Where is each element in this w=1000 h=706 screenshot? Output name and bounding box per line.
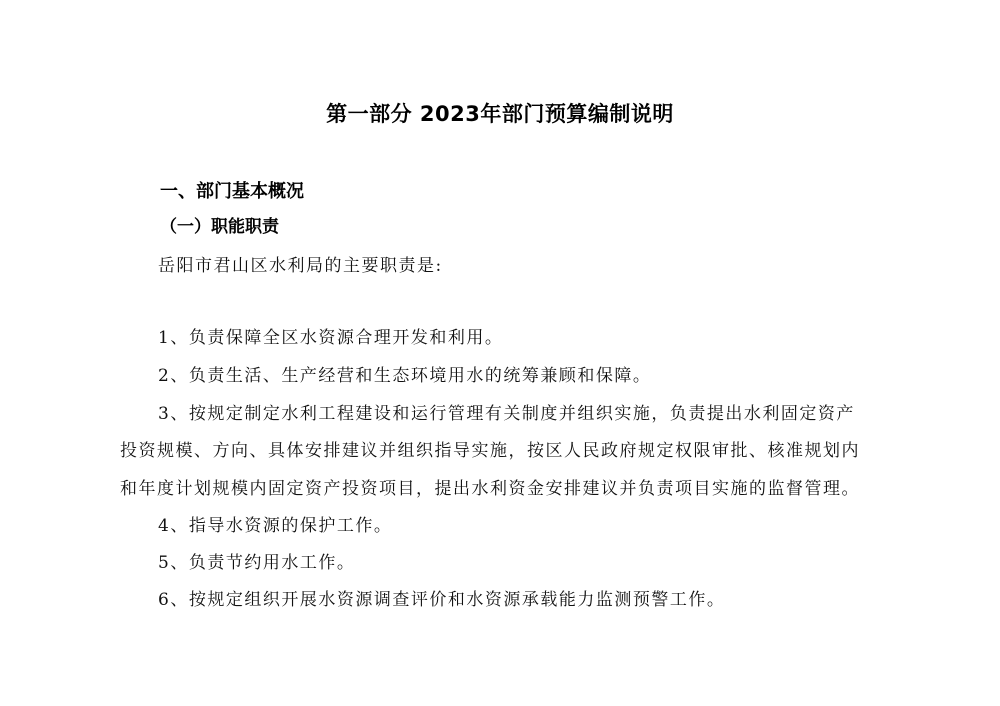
section-heading: 一、部门基本概况: [160, 181, 304, 202]
duty-item-5: 5、负责节约用水工作。: [158, 553, 356, 573]
subsection-heading: （一）职能职责: [160, 217, 279, 237]
duty-item-3-line-3: 和年度计划规模内固定资产投资项目，提出水利资金安排建议并负责项目实施的监督管理。: [120, 479, 860, 499]
duty-item-6: 6、按规定组织开展水资源调查评价和水资源承载能力监测预警工作。: [158, 590, 726, 610]
duty-item-3-line-1: 3、按规定制定水利工程建设和运行管理有关制度并组织实施，负责提出水利固定资产: [158, 404, 855, 424]
duty-item-3-line-2: 投资规模、方向、具体安排建议并组织指导实施，按区人民政府规定权限审批、核准规划内: [120, 441, 860, 461]
duty-item-2: 2、负责生活、生产经营和生态环境用水的统筹兼顾和保障。: [158, 366, 652, 386]
duty-item-4: 4、指导水资源的保护工作。: [158, 516, 393, 536]
page-title: 第一部分 2023年部门预算编制说明: [326, 102, 674, 126]
intro-paragraph: 岳阳市君山区水利局的主要职责是:: [158, 256, 443, 276]
duty-item-1: 1、负责保障全区水资源合理开发和利用。: [158, 328, 504, 348]
